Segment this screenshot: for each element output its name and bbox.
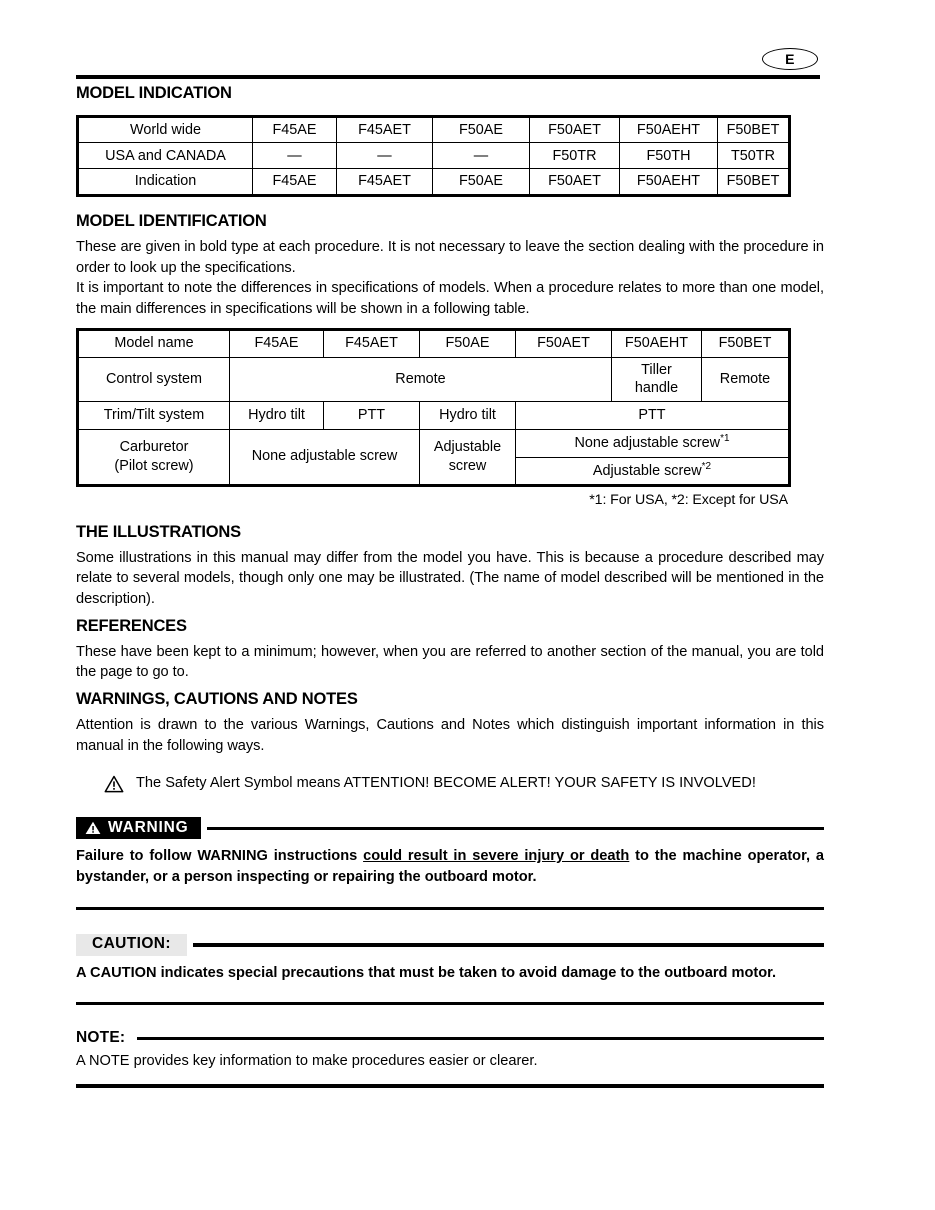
warning-badge-label: WARNING — [108, 818, 189, 836]
note-badge-rule — [137, 1037, 824, 1040]
warning-text-underlined: could result in severe injury or death — [363, 848, 630, 865]
caution-badge-line — [76, 934, 824, 956]
model-identification-paragraph-2: It is important to note the differences in specifications of models. When a procedure relates to more than one model, the main differences in specifications will be shown in a following table. — [76, 280, 824, 317]
table-cell: F45AE — [230, 329, 324, 357]
caution-badge-rule — [193, 943, 824, 946]
table-cell: F45AET — [337, 169, 433, 195]
safety-alert-text: The Safety Alert Symbol means ATTENTION! BECOME ALERT! YOUR SAFETY IS INVOLVED! — [136, 774, 756, 791]
table-row — [78, 116, 790, 142]
note-badge — [76, 1029, 131, 1047]
table-row — [78, 429, 790, 457]
page-content — [76, 84, 824, 1088]
safety-alert-row — [76, 773, 824, 794]
table-cell: F50AEHT — [620, 116, 718, 142]
heading-references: REFERENCES — [76, 616, 187, 635]
footnote-marker-1: *1 — [720, 433, 730, 445]
table-cell-none-adjustable: None adjustable screw — [230, 429, 420, 485]
warning-bottom-rule — [76, 907, 824, 910]
table-cell: — — [253, 143, 337, 169]
table-cell: PTT — [324, 401, 420, 429]
row-label: Indication — [78, 169, 253, 195]
table-cell: F50BET — [702, 329, 790, 357]
table-cell: F45AE — [253, 169, 337, 195]
safety-alert-triangle-icon — [104, 775, 124, 793]
adjustable-line-2: screw — [448, 457, 487, 474]
model-identification-paragraph-1: These are given in bold type at each procedure. It is not necessary to leave the section dealing with the procedure in order to look up the specifications. — [76, 238, 824, 276]
heading-warnings-cautions-notes: WARNINGS, CAUTIONS AND NOTES — [76, 690, 358, 709]
warning-text — [76, 846, 824, 888]
note-badge-line — [76, 1029, 824, 1047]
model-identification-table — [76, 328, 791, 487]
warnings-intro-paragraph: Attention is drawn to the various Warnings, Cautions and Notes which distinguish important information in this manual in the following ways. — [76, 717, 824, 754]
table-cell: Hydro tilt — [420, 401, 516, 429]
table-cell-ptt-span: PTT — [516, 401, 790, 429]
language-badge-label: E — [785, 51, 795, 67]
warning-badge — [76, 817, 201, 839]
table-cell: F50BET — [718, 169, 790, 195]
caution-badge-label: CAUTION: — [92, 935, 171, 953]
table-cell-tiller-handle — [612, 357, 702, 401]
table-row — [78, 357, 790, 401]
table-row — [78, 401, 790, 429]
heading-model-indication: MODEL INDICATION — [76, 84, 232, 102]
table-cell: F50AEHT — [612, 329, 702, 357]
table-cell: F50BET — [718, 116, 790, 142]
table-cell: T50TR — [718, 143, 790, 169]
heading-the-illustrations: THE ILLUSTRATIONS — [76, 522, 241, 541]
warning-text-after: to the machine operator, a bystander, or a person inspecting or repairing the outboard motor. — [76, 848, 824, 886]
row-label: World wide — [78, 116, 253, 142]
table-cell-remote-span: Remote — [230, 357, 612, 401]
table-cell: F50AE — [433, 169, 530, 195]
caution-badge — [76, 934, 187, 956]
note-badge-label: NOTE: — [76, 1029, 126, 1047]
row-label: Control system — [78, 357, 230, 401]
table-cell-adjustable-screw — [420, 429, 516, 485]
none-adjustable-usa-text: None adjustable screw — [574, 435, 721, 452]
model-indication-table — [76, 115, 791, 197]
tiller-line-1: Tiller — [641, 361, 672, 378]
note-bottom-rule — [76, 1084, 824, 1087]
footnote-marker-2: *2 — [701, 460, 712, 472]
adjustable-except-text: Adjustable screw — [592, 462, 702, 479]
caution-bottom-rule — [76, 1002, 824, 1005]
table-cell: F50AET — [530, 169, 620, 195]
references-paragraph: These have been kept to a minimum; however, when you are referred to another section of the manual, you are told the page to go to. — [76, 643, 824, 681]
warning-text-before: Failure to follow WARNING instructions — [76, 848, 364, 865]
table-cell: F50AE — [420, 329, 516, 357]
table-cell-adjustable-except-usa — [516, 457, 790, 485]
warning-badge-line — [76, 817, 824, 839]
model-identification-table-wrap — [76, 328, 824, 508]
table-cell: F50TR — [530, 143, 620, 169]
table-cell: F45AET — [337, 116, 433, 142]
table-cell: F50AEHT — [620, 169, 718, 195]
table-cell-none-adjustable-usa — [516, 429, 790, 457]
table-cell: — — [433, 143, 530, 169]
table-cell: F45AE — [253, 116, 337, 142]
row-label: Trim/Tilt system — [78, 401, 230, 429]
table-row — [78, 169, 790, 195]
row-label-carburetor — [78, 429, 230, 485]
row-label: USA and CANADA — [78, 143, 253, 169]
table-footnote: *1: For USA, *2: Except for USA — [589, 491, 788, 508]
tiller-line-2: handle — [634, 380, 679, 397]
caution-text: A CAUTION indicates special precautions that must be taken to avoid damage to the outboard motor. — [76, 964, 777, 981]
table-cell: F50TH — [620, 143, 718, 169]
carburetor-label-line-1: Carburetor — [119, 439, 189, 456]
carburetor-label-line-2: (Pilot screw) — [114, 457, 194, 474]
table-row — [78, 143, 790, 169]
warning-triangle-icon — [85, 821, 101, 835]
adjustable-line-1: Adjustable — [433, 439, 502, 456]
table-cell: — — [337, 143, 433, 169]
illustrations-paragraph: Some illustrations in this manual may differ from the model you have. This is because a procedure described may relate to several models, though only one may be illustrated. (The name of model described will be mentioned in the description). — [76, 549, 824, 607]
note-text: A NOTE provides key information to make procedures easier or clearer. — [76, 1053, 538, 1070]
model-indication-table-wrap — [76, 115, 824, 197]
table-cell: F50AE — [433, 116, 530, 142]
header-rule — [76, 75, 820, 79]
table-cell: F50AET — [516, 329, 612, 357]
table-row — [78, 329, 790, 357]
table-cell: Hydro tilt — [230, 401, 324, 429]
heading-model-identification: MODEL IDENTIFICATION — [76, 211, 267, 230]
row-label: Model name — [78, 329, 230, 357]
language-badge — [762, 48, 818, 70]
table-cell: F45AET — [324, 329, 420, 357]
table-cell: F50AET — [530, 116, 620, 142]
warning-badge-rule — [207, 827, 824, 830]
table-cell-remote-last: Remote — [702, 357, 790, 401]
